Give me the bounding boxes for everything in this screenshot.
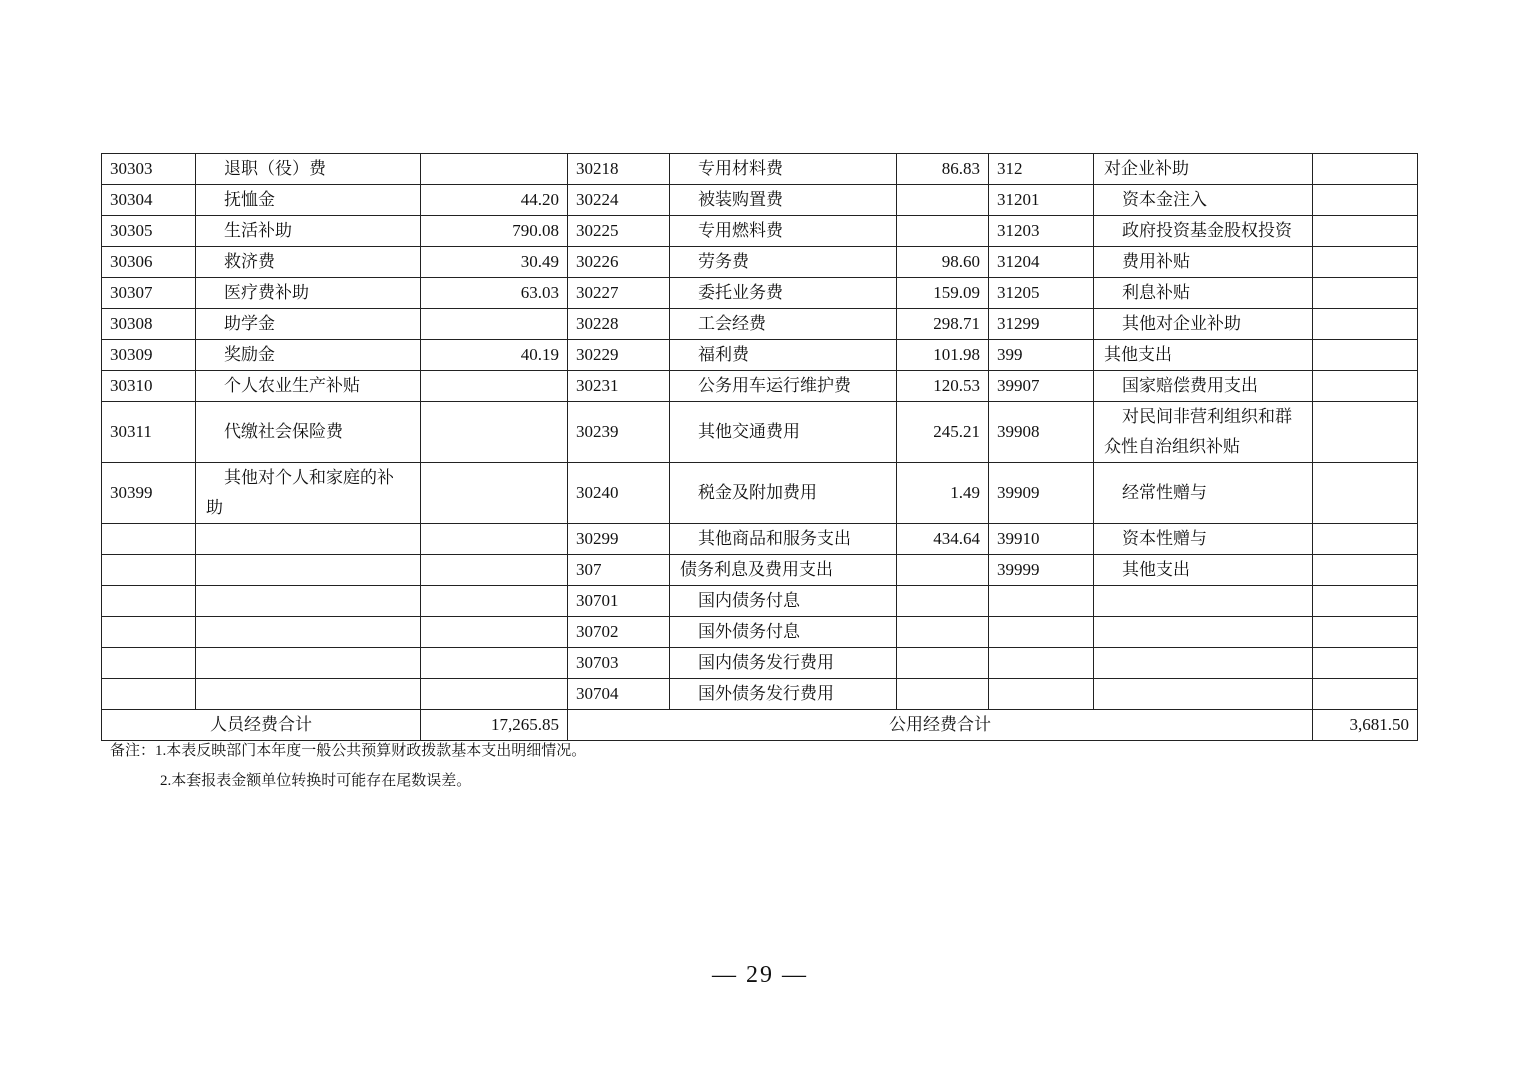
econ-code-cell: 39908 xyxy=(989,402,1094,463)
amount-cell xyxy=(897,617,989,648)
personnel-total-label: 人员经费合计 xyxy=(102,710,421,741)
item-name-cell xyxy=(196,586,421,617)
table-row xyxy=(102,309,1418,340)
table-row xyxy=(102,185,1418,216)
amount-cell xyxy=(421,463,568,524)
econ-code-cell xyxy=(102,586,196,617)
econ-code-cell: 30239 xyxy=(568,402,670,463)
item-name-cell: 退职（役）费 xyxy=(196,154,421,185)
item-name-line-2: 众性自治组织补贴 xyxy=(1104,437,1240,456)
amount-cell xyxy=(1313,278,1418,309)
econ-code-cell: 30311 xyxy=(102,402,196,463)
amount-cell xyxy=(1313,463,1418,524)
econ-code-cell: 30228 xyxy=(568,309,670,340)
item-name-cell xyxy=(196,617,421,648)
amount-cell xyxy=(1313,309,1418,340)
amount-cell: 40.19 xyxy=(421,340,568,371)
amount-cell xyxy=(1313,648,1418,679)
table-row xyxy=(102,278,1418,309)
item-name-cell: 专用材料费 xyxy=(670,154,897,185)
item-name-cell: 税金及附加费用 xyxy=(670,463,897,524)
item-name-cell: 专用燃料费 xyxy=(670,216,897,247)
amount-cell xyxy=(1313,371,1418,402)
econ-code-cell: 30306 xyxy=(102,247,196,278)
public-total-label: 公用经费合计 xyxy=(568,710,1313,741)
amount-cell: 101.98 xyxy=(897,340,989,371)
amount-cell xyxy=(421,617,568,648)
item-name-cell xyxy=(1094,402,1313,463)
item-name-line-1: 对民间非营利组织和群 xyxy=(1122,407,1292,426)
amount-cell xyxy=(897,679,989,710)
note-line-1: 备注：1.本表反映部门本年度一般公共预算财政拨款基本支出明细情况。 xyxy=(110,743,587,759)
amount-cell xyxy=(1313,402,1418,463)
item-name-cell xyxy=(1094,679,1313,710)
item-name-cell: 劳务费 xyxy=(670,247,897,278)
amount-cell xyxy=(421,555,568,586)
econ-code-cell xyxy=(102,679,196,710)
amount-cell xyxy=(897,216,989,247)
econ-code-cell: 31205 xyxy=(989,278,1094,309)
econ-code-cell: 30226 xyxy=(568,247,670,278)
table-row xyxy=(102,371,1418,402)
item-name-cell: 奖励金 xyxy=(196,340,421,371)
item-name-cell: 公务用车运行维护费 xyxy=(670,371,897,402)
amount-cell: 44.20 xyxy=(421,185,568,216)
item-name-cell: 国外债务发行费用 xyxy=(670,679,897,710)
econ-code-cell xyxy=(989,617,1094,648)
item-name-cell: 委托业务费 xyxy=(670,278,897,309)
item-name-cell: 被装购置费 xyxy=(670,185,897,216)
item-name-cell: 对企业补助 xyxy=(1094,154,1313,185)
amount-cell xyxy=(421,586,568,617)
amount-cell xyxy=(421,524,568,555)
item-name-cell: 国外债务付息 xyxy=(670,617,897,648)
amount-cell xyxy=(1313,586,1418,617)
econ-code-cell xyxy=(102,524,196,555)
item-name-cell xyxy=(196,463,421,524)
amount-cell: 86.83 xyxy=(897,154,989,185)
econ-code-cell: 31299 xyxy=(989,309,1094,340)
econ-code-cell xyxy=(989,648,1094,679)
public-total-value: 3,681.50 xyxy=(1313,710,1418,741)
item-name-cell: 抚恤金 xyxy=(196,185,421,216)
amount-cell xyxy=(1313,617,1418,648)
econ-code-cell: 30225 xyxy=(568,216,670,247)
item-name-cell: 国家赔偿费用支出 xyxy=(1094,371,1313,402)
econ-code-cell: 30303 xyxy=(102,154,196,185)
econ-code-cell xyxy=(989,679,1094,710)
econ-code-cell: 30240 xyxy=(568,463,670,524)
amount-cell xyxy=(897,555,989,586)
amount-cell: 30.49 xyxy=(421,247,568,278)
econ-code-cell: 30399 xyxy=(102,463,196,524)
econ-code-cell: 39910 xyxy=(989,524,1094,555)
amount-cell xyxy=(897,586,989,617)
table-row xyxy=(102,463,1418,524)
table-row xyxy=(102,340,1418,371)
item-name-cell: 生活补助 xyxy=(196,216,421,247)
amount-cell xyxy=(1313,555,1418,586)
item-name-cell: 其他支出 xyxy=(1094,340,1313,371)
econ-code-cell: 30308 xyxy=(102,309,196,340)
amount-cell xyxy=(421,371,568,402)
personnel-total-value: 17,265.85 xyxy=(421,710,568,741)
amount-cell: 98.60 xyxy=(897,247,989,278)
table-row xyxy=(102,216,1418,247)
amount-cell xyxy=(421,402,568,463)
econ-code-cell: 39999 xyxy=(989,555,1094,586)
item-name-cell: 救济费 xyxy=(196,247,421,278)
table-row xyxy=(102,247,1418,278)
econ-code-cell: 30307 xyxy=(102,278,196,309)
page-number: — 29 — xyxy=(712,962,808,988)
item-name-cell: 经常性赠与 xyxy=(1094,463,1313,524)
econ-code-cell: 30703 xyxy=(568,648,670,679)
amount-cell xyxy=(421,648,568,679)
amount-cell: 63.03 xyxy=(421,278,568,309)
amount-cell: 790.08 xyxy=(421,216,568,247)
amount-cell: 245.21 xyxy=(897,402,989,463)
table-row xyxy=(102,586,1418,617)
item-name-cell: 其他对企业补助 xyxy=(1094,309,1313,340)
econ-code-cell: 39907 xyxy=(989,371,1094,402)
item-name-cell: 国内债务付息 xyxy=(670,586,897,617)
amount-cell xyxy=(1313,216,1418,247)
amount-cell xyxy=(1313,247,1418,278)
amount-cell xyxy=(421,679,568,710)
econ-code-cell: 30299 xyxy=(568,524,670,555)
item-name-cell: 个人农业生产补贴 xyxy=(196,371,421,402)
table-notes xyxy=(110,736,586,796)
item-name-cell: 债务利息及费用支出 xyxy=(670,555,897,586)
item-name-cell: 费用补贴 xyxy=(1094,247,1313,278)
amount-cell xyxy=(1313,679,1418,710)
item-name-cell xyxy=(196,679,421,710)
econ-code-cell: 399 xyxy=(989,340,1094,371)
econ-code-cell: 30309 xyxy=(102,340,196,371)
item-name-cell: 资本金注入 xyxy=(1094,185,1313,216)
econ-code-cell: 312 xyxy=(989,154,1094,185)
amount-cell: 120.53 xyxy=(897,371,989,402)
item-name-cell: 医疗费补助 xyxy=(196,278,421,309)
amount-cell xyxy=(1313,154,1418,185)
item-name-cell: 其他支出 xyxy=(1094,555,1313,586)
table-row xyxy=(102,648,1418,679)
item-name-cell: 助学金 xyxy=(196,309,421,340)
econ-code-cell: 30701 xyxy=(568,586,670,617)
amount-cell xyxy=(421,154,568,185)
amount-cell xyxy=(1313,185,1418,216)
amount-cell: 1.49 xyxy=(897,463,989,524)
econ-code-cell: 31203 xyxy=(989,216,1094,247)
econ-code-cell: 30704 xyxy=(568,679,670,710)
item-name-cell xyxy=(1094,648,1313,679)
table-row xyxy=(102,524,1418,555)
item-name-cell xyxy=(196,555,421,586)
item-name-line-1: 其他对个人和家庭的补 xyxy=(224,468,394,487)
amount-cell xyxy=(897,185,989,216)
item-name-cell: 工会经费 xyxy=(670,309,897,340)
amount-cell: 434.64 xyxy=(897,524,989,555)
table-row xyxy=(102,555,1418,586)
econ-code-cell xyxy=(989,586,1094,617)
econ-code-cell xyxy=(102,617,196,648)
table-row xyxy=(102,402,1418,463)
econ-code-cell: 30227 xyxy=(568,278,670,309)
econ-code-cell: 30231 xyxy=(568,371,670,402)
econ-code-cell: 39909 xyxy=(989,463,1094,524)
item-name-cell: 政府投资基金股权投资 xyxy=(1094,216,1313,247)
table-row xyxy=(102,679,1418,710)
amount-cell xyxy=(421,309,568,340)
amount-cell xyxy=(1313,340,1418,371)
amount-cell xyxy=(1313,524,1418,555)
econ-code-cell xyxy=(102,648,196,679)
econ-code-cell: 30305 xyxy=(102,216,196,247)
item-name-cell: 利息补贴 xyxy=(1094,278,1313,309)
table-row xyxy=(102,154,1418,185)
item-name-cell: 资本性赠与 xyxy=(1094,524,1313,555)
amount-cell: 159.09 xyxy=(897,278,989,309)
econ-code-cell: 31201 xyxy=(989,185,1094,216)
econ-code-cell xyxy=(102,555,196,586)
econ-code-cell: 307 xyxy=(568,555,670,586)
econ-code-cell: 30702 xyxy=(568,617,670,648)
amount-cell xyxy=(897,648,989,679)
item-name-cell: 国内债务发行费用 xyxy=(670,648,897,679)
table-row xyxy=(102,617,1418,648)
item-name-cell: 代缴社会保险费 xyxy=(196,402,421,463)
item-name-cell: 其他商品和服务支出 xyxy=(670,524,897,555)
econ-code-cell: 31204 xyxy=(989,247,1094,278)
econ-code-cell: 30304 xyxy=(102,185,196,216)
econ-code-cell: 30224 xyxy=(568,185,670,216)
item-name-line-2: 助 xyxy=(206,498,223,517)
econ-code-cell: 30229 xyxy=(568,340,670,371)
item-name-cell: 福利费 xyxy=(670,340,897,371)
item-name-cell xyxy=(196,524,421,555)
item-name-cell xyxy=(196,648,421,679)
econ-code-cell: 30310 xyxy=(102,371,196,402)
amount-cell: 298.71 xyxy=(897,309,989,340)
item-name-cell xyxy=(1094,617,1313,648)
item-name-cell: 其他交通费用 xyxy=(670,402,897,463)
budget-detail-table xyxy=(101,153,1418,741)
item-name-cell xyxy=(1094,586,1313,617)
note-line-2: 2.本套报表金额单位转换时可能存在尾数误差。 xyxy=(160,773,472,789)
econ-code-cell: 30218 xyxy=(568,154,670,185)
